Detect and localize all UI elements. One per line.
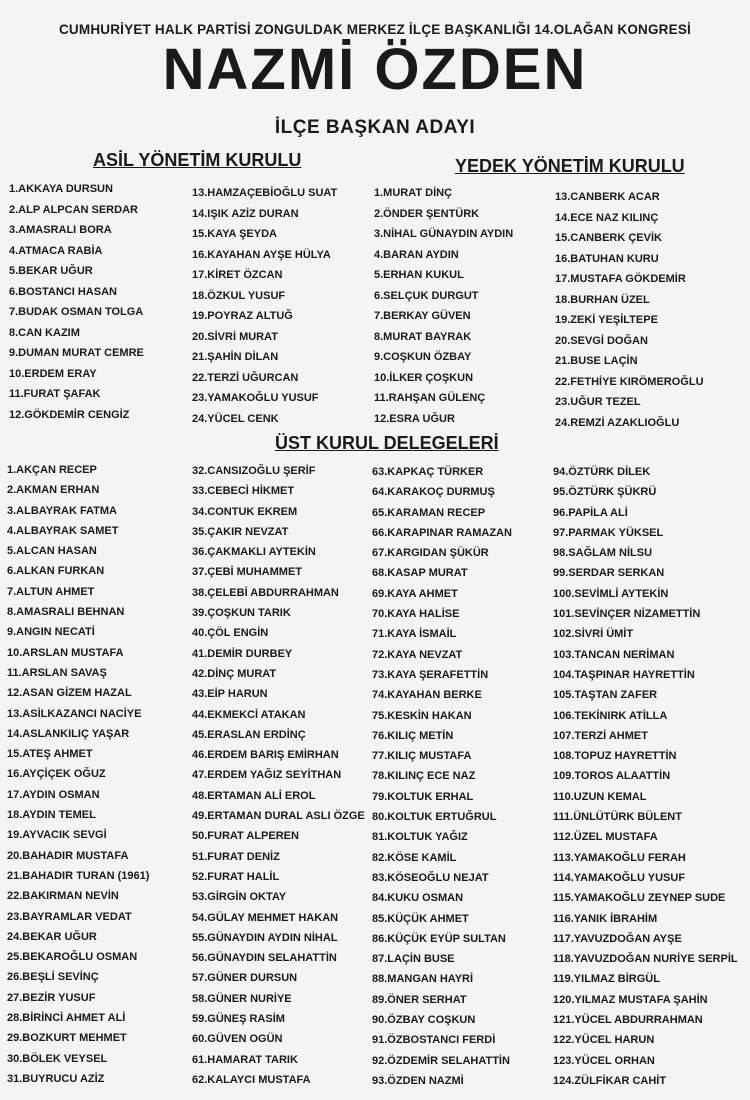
list-item: 8.CAN KAZIM [9,326,80,339]
list-item: 14.ASLANKILIÇ YAŞAR [7,727,130,740]
list-item: 78.KILINÇ ECE NAZ [372,770,476,783]
ust-list-col2 [192,461,365,1090]
list-item: 35.ÇAKIR NEVZAT [192,525,289,538]
list-item: 103.TANCAN NERİMAN [553,648,675,661]
list-item: 15.KAYA ŞEYDA [192,228,277,240]
list-item: 18.BURHAN ÜZEL [555,293,650,306]
candidate-name: NAZMİ ÖZDEN [162,37,588,102]
list-item: 17.KİRET ÖZCAN [192,269,283,281]
list-item: 47.ERDEM YAĞIZ SEYİTHAN [192,769,342,782]
list-item: 57.GÜNER DURSUN [192,972,298,985]
list-item: 96.PAPİLA ALİ [553,506,628,519]
list-item: 22.TERZİ UĞURCAN [192,371,299,384]
list-item: 22.FETHİYE KIRÖMEROĞLU [555,375,704,388]
list-item: 88.MANGAN HAYRİ [372,973,474,986]
list-item: 109.TOROS ALAATTİN [553,770,671,783]
list-item: 50.FURAT ALPEREN [192,830,299,843]
list-item: 23.UĞUR TEZEL [555,396,641,408]
list-item: 20.SİVRİ MURAT [192,330,278,343]
list-item: 93.ÖZDEN NAZMİ [372,1074,464,1087]
list-item: 122.YÜCEL HARUN [553,1034,655,1047]
list-item: 91.ÖZBOSTANCI FERDİ [372,1034,496,1047]
list-item: 2.ALP ALPCAN SERDAR [9,203,138,216]
list-item: 85.KÜÇÜK AHMET [372,912,469,925]
list-item: 113.YAMAKOĞLU FERAH [553,851,686,864]
ust-list-col3 [372,462,512,1091]
list-item: 11.ARSLAN SAVAŞ [7,666,107,679]
list-item: 79.KOLTUK ERHAL [372,790,474,803]
list-item: 1.AKKAYA DURSUN [9,183,113,195]
list-item: 114.YAMAKOĞLU YUSUF [553,871,686,884]
list-item: 100.SEVİMLİ AYTEKİN [553,587,669,600]
list-item: 1.AKÇAN RECEP [7,464,97,476]
list-item: 64.KARAKOÇ DURMUŞ [372,486,495,499]
list-item: 5.BEKAR UĞUR [9,265,93,277]
list-item: 48.ERTAMAN ALİ EROL [192,789,316,802]
list-item: 25.BEKAROĞLU OSMAN [7,951,138,964]
list-item: 1.MURAT DİNÇ [374,187,453,199]
list-item: 83.KÖSEOĞLU NEJAT [372,871,489,884]
list-item: 32.CANSIZOĞLU ŞERİF [192,465,316,477]
list-item: 115.YAMAKOĞLU ZEYNEP SUDE [553,892,726,905]
list-item: 10.ARSLAN MUSTAFA [7,646,124,659]
list-item: 80.KOLTUK ERTUĞRUL [372,811,497,824]
list-item: 71.KAYA İSMAİL [372,628,457,641]
asil-board-title: ASİL YÖNETİM KURULU [93,150,302,170]
organization-title: CUMHURİYET HALK PARTİSİ ZONGULDAK MERKEZ İLÇE BAŞKANLIĞI 14.OLAĞAN KONGRESİ [58,22,691,37]
list-item: 99.SERDAR SERKAN [553,567,665,580]
list-item: 90.ÖZBAY COŞKUN [372,1014,476,1027]
list-item: 65.KARAMAN RECEP [372,506,486,519]
list-item: 24.BEKAR UĞUR [7,930,97,943]
asil-list-col1 [9,179,144,425]
list-item: 26.BEŞLİ SEVİNÇ [7,971,99,984]
list-item: 5.ALCAN HASAN [7,545,97,558]
list-item: 89.ÖNER SERHAT [372,993,467,1006]
list-item: 29.BOZKURT MEHMET [7,1032,127,1045]
list-item: 41.DEMİR DURBEY [192,647,293,660]
list-item: 21.ŞAHİN DİLAN [192,351,279,363]
list-item: 17.AYDIN OSMAN [7,788,100,801]
list-item: 76.KILIÇ METİN [372,729,454,742]
list-item: 10.ERDEM ERAY [9,367,97,380]
list-item: 107.TERZİ AHMET [553,729,648,742]
list-item: 15.CANBERK ÇEVİK [555,232,662,244]
list-item: 68.KASAP MURAT [372,567,468,580]
list-item: 34.CONTUK EKREM [192,505,298,518]
list-item: 2.ÖNDER ŞENTÜRK [374,207,480,220]
ust-list-col1 [7,460,149,1089]
list-item: 120.YILMAZ MUSTAFA ŞAHİN [553,993,708,1006]
list-item: 19.AYVACIK SEVGİ [7,829,107,842]
list-item: 16.KAYAHAN AYŞE HÜLYA [192,248,331,261]
list-item: 3.NİHAL GÜNAYDIN AYDIN [374,228,514,240]
list-item: 118.YAVUZDOĞAN NURİYE SERPİL [553,953,738,966]
list-item: 105.TAŞTAN ZAFER [553,689,658,702]
list-item: 10.İLKER ÇOŞKUN [374,371,474,384]
list-item: 63.KAPKAÇ TÜRKER [372,466,484,478]
list-item: 46.ERDEM BARIŞ EMİRHAN [192,749,339,762]
list-item: 12.ESRA UĞUR [374,412,455,425]
list-item: 5.ERHAN KUKUL [374,269,464,281]
list-item: 7.BUDAK OSMAN TOLGA [9,306,144,318]
document-header [0,22,750,139]
list-item: 53.GİRGİN OKTAY [192,891,287,904]
asil-list-col2 [192,183,337,429]
list-item: 9.COŞKUN ÖZBAY [374,351,472,363]
list-item: 102.SİVRİ ÜMİT [553,628,634,641]
list-item: 21.BUSE LAÇİN [555,355,638,367]
list-item: 7.BERKAY GÜVEN [374,310,471,322]
list-item: 16.BATUHAN KURU [555,252,659,265]
list-item: 95.ÖZTÜRK ŞÜKRÜ [553,486,657,499]
list-item: 38.ÇELEBİ ABDURRAHMAN [192,586,339,599]
list-item: 104.TAŞPINAR HAYRETTİN [553,668,695,681]
list-item: 14.IŞIK AZİZ DURAN [192,207,299,220]
list-item: 123.YÜCEL ORHAN [553,1054,655,1067]
list-item: 23.BAYRAMLAR VEDAT [7,910,132,923]
list-item: 119.YILMAZ BİRGÜL [553,973,660,986]
list-item: 39.ÇOŞKUN TARIK [192,607,291,620]
list-item: 4.BARAN AYDIN [374,248,459,261]
list-item: 30.BÖLEK VEYSEL [7,1052,108,1065]
list-item: 75.KESKİN HAKAN [372,709,472,722]
list-item: 124.ZÜLFİKAR CAHİT [553,1074,667,1087]
list-item: 67.KARGIDAN ŞÜKÜR [372,547,489,560]
list-item: 49.ERTAMAN DURAL ASLI ÖZGE [192,810,365,823]
list-item: 112.ÜZEL MUSTAFA [553,831,658,844]
list-item: 14.ECE NAZ KILINÇ [555,211,659,224]
list-item: 101.SEVİNÇER NİZAMETTİN [553,608,701,621]
list-item: 24.YÜCEL CENK [192,412,279,425]
list-item: 58.GÜNER NURİYE [192,992,292,1005]
list-item: 23.YAMAKOĞLU YUSUF [192,392,319,404]
list-item: 40.ÇÖL ENGİN [192,627,269,640]
list-item: 19.ZEKİ YEŞİLTEPE [555,314,658,326]
list-item: 8.AMASRALI BEHNAN [7,606,125,619]
list-item: 111.ÜNLÜTÜRK BÜLENT [553,811,682,824]
list-item: 3.AMASRALI BORA [9,224,112,236]
list-item: 31.BUYRUCU AZİZ [7,1072,105,1085]
list-item: 87.LAÇİN BUSE [372,953,455,966]
list-item: 6.SELÇUK DURGUT [374,289,479,302]
yedek-list-col2 [555,187,704,433]
list-item: 59.GÜNEŞ RASİM [192,1013,285,1026]
list-item: 9.DUMAN MURAT CEMRE [9,347,144,359]
list-item: 44.EKMEKCİ ATAKAN [192,708,306,721]
list-item: 12.GÖKDEMİR CENGİZ [9,408,130,421]
list-item: 60.GÜVEN OGÜN [192,1033,283,1046]
list-item: 15.ATEŞ AHMET [7,748,93,761]
list-item: 18.AYDIN TEMEL [7,809,96,822]
list-item: 36.ÇAKMAKLI AYTEKİN [192,546,316,559]
list-item: 2.AKMAN ERHAN [7,484,100,497]
list-item: 62.KALAYCI MUSTAFA [192,1073,311,1086]
list-item: 82.KÖSE KAMİL [372,851,457,864]
yedek-list-col1 [374,183,513,429]
list-item: 117.YAVUZDOĞAN AYŞE [553,932,682,945]
list-item: 16.AYÇİÇEK OĞUZ [7,768,106,781]
list-item: 52.FURAT HALİL [192,870,280,883]
ust-kurul-title: ÜST KURUL DELEGELERİ [275,433,499,453]
list-item: 42.DİNÇ MURAT [192,667,277,680]
list-item: 69.KAYA AHMET [372,587,458,600]
list-item: 3.ALBAYRAK FATMA [7,504,118,517]
list-item: 21.BAHADIR TURAN (1961) [7,869,150,882]
list-item: 56.GÜNAYDIN SELAHATTİN [192,952,337,965]
list-item: 9.ANGIN NECATİ [7,626,95,639]
list-item: 28.BİRİNCİ AHMET ALİ [7,1012,126,1025]
list-item: 72.KAYA NEVZAT [372,648,463,661]
list-item: 11.FURAT ŞAFAK [9,388,101,400]
list-item: 116.YANIK İBRAHİM [553,912,658,925]
yedek-board-title: YEDEK YÖNETİM KURULU [455,156,685,176]
list-item: 18.ÖZKUL YUSUF [192,289,286,302]
ust-list-col4 [553,462,738,1091]
list-item: 92.ÖZDEMİR SELAHATTİN [372,1054,510,1067]
list-item: 61.HAMARAT TARIK [192,1053,298,1066]
list-item: 20.BAHADIR MUSTAFA [7,849,129,862]
list-item: 43.EİP HARUN [192,688,268,701]
list-item: 51.FURAT DENİZ [192,850,280,863]
list-item: 6.BOSTANCI HASAN [9,285,117,298]
list-item: 73.KAYA ŞERAFETTİN [372,668,489,681]
list-item: 4.ALBAYRAK SAMET [7,524,119,537]
list-item: 106.TEKİNIRK ATİLLA [553,709,668,722]
list-item: 77.KILIÇ MUSTAFA [372,750,472,763]
candidate-role: İLÇE BAŞKAN ADAYI [274,117,476,138]
list-item: 86.KÜÇÜK EYÜP SULTAN [372,932,506,945]
list-item: 24.REMZİ AZAKLIOĞLU [555,416,680,429]
list-item: 108.TOPUZ HAYRETTİN [553,750,677,763]
list-item: 98.SAĞLAM NİLSU [553,547,653,560]
list-item: 45.ERASLAN ERDİNÇ [192,728,306,741]
list-item: 20.SEVGİ DOĞAN [555,334,648,347]
list-item: 13.HAMZAÇEBİOĞLU SUAT [192,187,338,199]
list-item: 94.ÖZTÜRK DİLEK [553,466,651,478]
list-item: 13.ASİLKAZANCI NACİYE [7,707,142,720]
list-item: 74.KAYAHAN BERKE [372,689,482,702]
list-item: 4.ATMACA RABİA [9,244,103,257]
list-item: 54.GÜLAY MEHMET HAKAN [192,911,339,924]
list-item: 121.YÜCEL ABDURRAHMAN [553,1014,703,1027]
list-item: 19.POYRAZ ALTUĞ [192,310,293,322]
list-item: 11.RAHŞAN GÜLENÇ [374,392,486,404]
list-item: 70.KAYA HALİSE [372,608,460,621]
list-item: 22.BAKIRMAN NEVİN [7,890,119,903]
list-item: 84.KUKU OSMAN [372,892,464,905]
list-item: 7.ALTUN AHMET [7,585,95,598]
list-item: 17.MUSTAFA GÖKDEMİR [555,273,686,285]
list-item: 8.MURAT BAYRAK [374,330,472,343]
list-item: 81.KOLTUK YAĞIZ [372,831,468,844]
list-item: 66.KARAPINAR RAMAZAN [372,526,512,539]
list-item: 33.CEBECİ HİKMET [192,485,295,498]
list-item: 12.ASAN GİZEM HAZAL [7,687,132,700]
list-item: 37.ÇEBİ MUHAMMET [192,566,303,579]
list-item: 27.BEZİR YUSUF [7,991,96,1004]
list-item: 97.PARMAK YÜKSEL [553,526,664,539]
list-item: 110.UZUN KEMAL [553,790,647,803]
list-item: 13.CANBERK ACAR [555,191,660,203]
list-item: 6.ALKAN FURKAN [7,565,105,578]
list-item: 55.GÜNAYDIN AYDIN NİHAL [192,931,338,944]
